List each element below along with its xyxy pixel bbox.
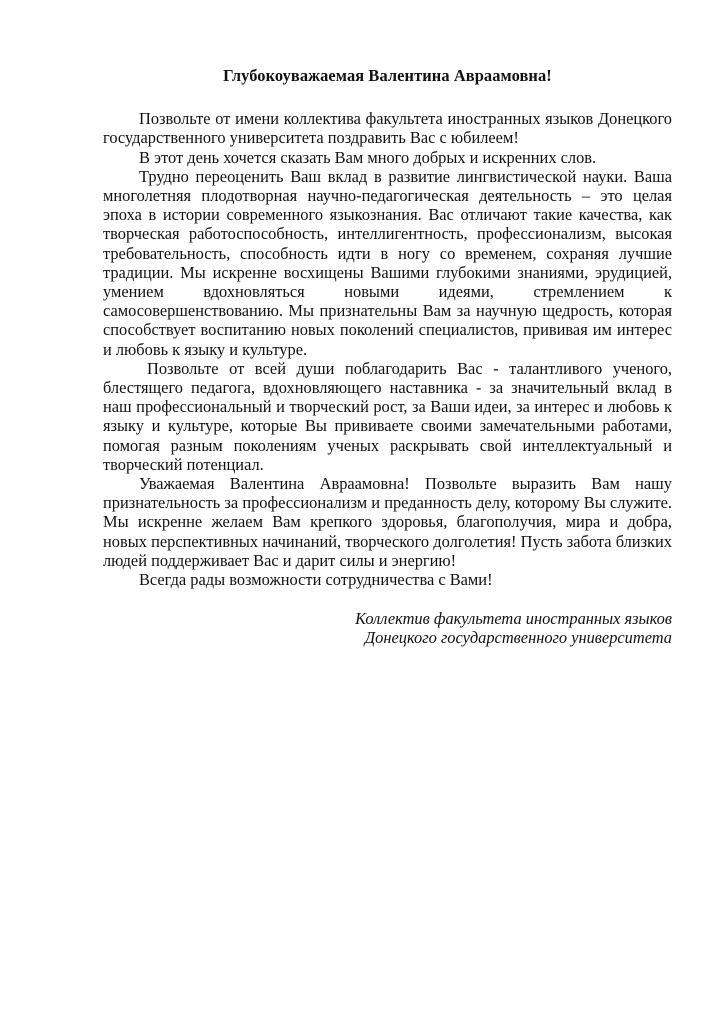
signature-line-1: Коллектив факультета иностранных языков bbox=[355, 609, 672, 629]
paragraph-wishes: Уважаемая Валентина Авраамовна! Позвольте выразить Вам нашу признательность за профессионализм и преданность делу, которому Вы служите. Мы искренне желаем Вам крепкого здоровья, благополучия, мира и добра, новых перспективных начинаний, творческого долголетия! Пусть забота близких людей поддерживает Вас и дарит силы и энергию! bbox=[103, 474, 672, 570]
paragraph-contribution: Трудно переоценить Ваш вклад в развитие лингвистической науки. Ваша многолетняя плодотворная научно-педагогическая деятельность – это целая эпоха в истории современного языкознания. Вас отличают такие качества, как творческая работоспособность, интеллигентность, профессионализм, высокая требовательность, способность идти в ногу со временем, сохраняя лучшие традиции. Мы искренне восхищены Вашими глубокими знаниями, эрудицией, умением вдохновляться новыми идеями, стремлением к самосовершенствованию. Мы признательны Вам за научную щедрость, которая способствует воспитанию новых поколений специалистов, прививая им интерес и любовь к языку и культуре. bbox=[103, 166, 672, 359]
signature-block bbox=[103, 609, 672, 647]
signature-line-2: Донецкого государственного университета bbox=[364, 628, 672, 648]
letter-page bbox=[103, 66, 672, 648]
paragraph-wishes-intro: В этот день хочется сказать Вам много добрых и искренних слов. bbox=[139, 147, 597, 167]
paragraph-gratitude: Позвольте от всей души поблагодарить Вас - талантливого ученого, блестящего педагога, вдохновляющего наставника - за значительный вклад в наш профессиональный и творческий рост, за Ваши идеи, за интерес и любовь к языку и культуре, которые Вы прививаете своими замечательными работами, помогая разным поколениям ученых раскрывать свой интеллектуальный и творческий потенциал. bbox=[103, 358, 672, 474]
letter-title: Глубокоуважаемая Валентина Авраамовна! bbox=[223, 66, 552, 85]
paragraph-closing: Всегда рады возможности сотрудничества с Вами! bbox=[139, 570, 493, 590]
paragraph-greeting: Позвольте от имени коллектива факультета иностранных языков Донецкого государственного университета поздравить Вас с юбилеем! bbox=[103, 109, 672, 148]
